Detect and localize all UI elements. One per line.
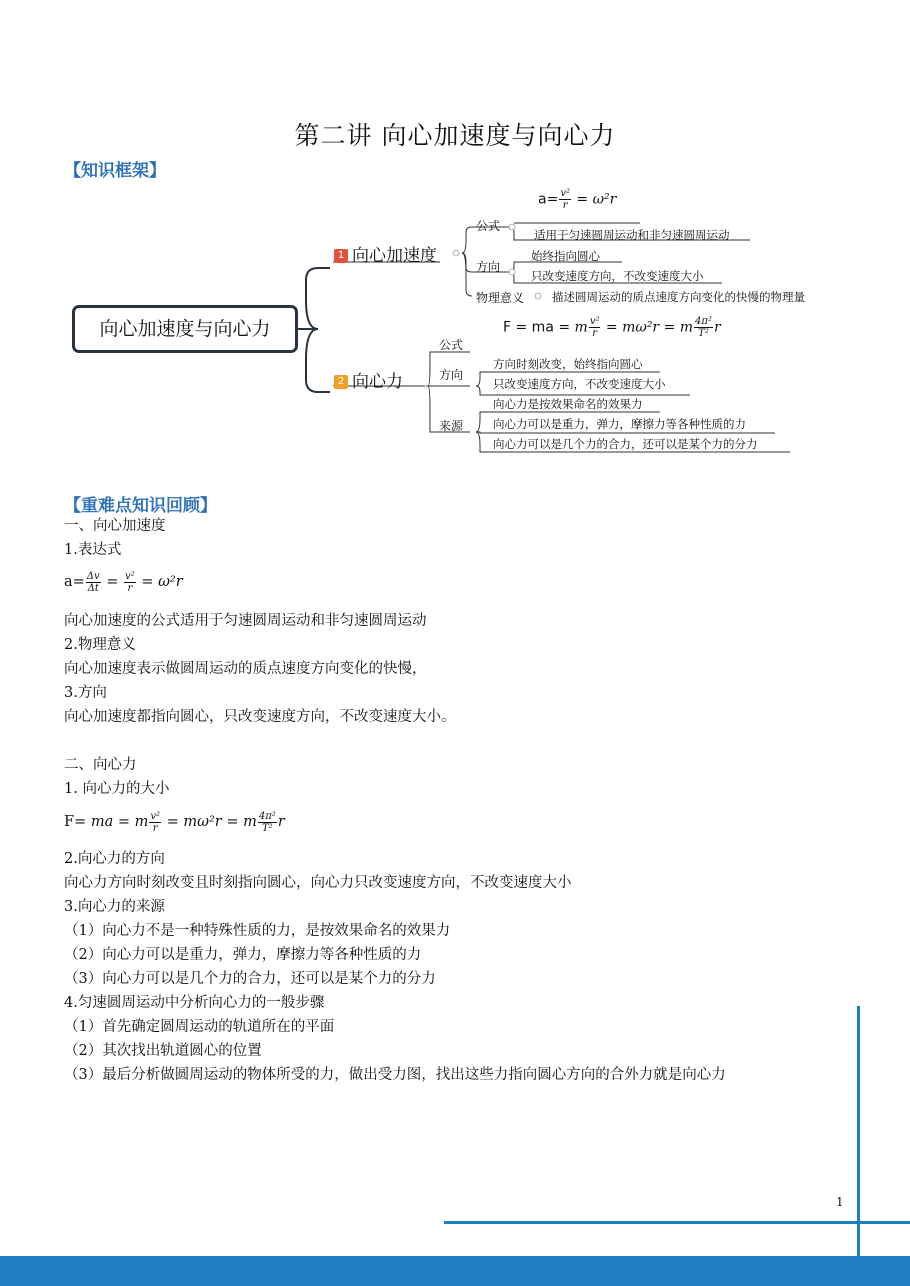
framework-heading: 【知识框架】 bbox=[64, 161, 166, 181]
page-title: 第二讲 向心加速度与向心力 bbox=[294, 121, 616, 150]
acc-formula-note: 适用于匀速圆周运动和非匀速圆周运动 bbox=[534, 228, 730, 242]
section-2-4: 4.匀速圆周运动中分析向心力的一般步骤 bbox=[64, 995, 325, 1011]
mindmap-connectors bbox=[0, 0, 910, 470]
acc-formula: a= $\frac{\text{v²}}{r}$ = ω²r bbox=[538, 188, 617, 211]
acc-meaning-text: 描述圆周运动的质点速度方向变化的快慢的物理量 bbox=[552, 290, 805, 304]
badge-2: 2 bbox=[334, 375, 348, 389]
section-2-4-item-2: （2）其次找出轨道圆心的位置 bbox=[64, 1043, 262, 1059]
section-1-3: 3.方向 bbox=[64, 685, 107, 701]
force-formula: F = ma = m $\frac{\text{v²}}{r}$ = mω²r = m $\frac{\text{4π²}}{\text{T²}}$ r bbox=[503, 316, 721, 339]
acc-formula-label: 公式 bbox=[476, 219, 501, 233]
acc-direction-item-2: 只改变速度方向，不改变速度大小 bbox=[531, 269, 704, 283]
section-2-2: 2.向心力的方向 bbox=[64, 851, 165, 867]
mindmap-root: 向心加速度与向心力 bbox=[72, 305, 298, 353]
branch-force-label: 向心力 bbox=[352, 372, 403, 392]
force-formula-label: 公式 bbox=[439, 338, 464, 352]
acceleration-formula: a= $\frac{\Delta v}{\Delta t}$ = $\frac{\text{v²}}{r}$ = ω²r bbox=[64, 570, 183, 594]
force-source-item-1: 向心力是按效果命名的效果力 bbox=[493, 397, 643, 411]
force-magnitude-formula: F= ma = m $\frac{\text{v²}}{r}$ = mω²r = m $\frac{\text{4π²}}{\text{T²}}$ r bbox=[64, 810, 285, 834]
section-1-1: 1.表达式 bbox=[64, 542, 122, 558]
section-2-3-item-2: （2）向心力可以是重力，弹力，摩擦力等各种性质的力 bbox=[64, 947, 422, 963]
section-1-3-text: 向心加速度都指向圆心，只改变速度方向，不改变速度大小。 bbox=[64, 709, 456, 725]
review-heading: 【重难点知识回顾】 bbox=[64, 496, 217, 516]
footer-vertical-line bbox=[857, 1006, 860, 1256]
section-2-2-text: 向心力方向时刻改变且时刻指向圆心，向心力只改变速度方向，不改变速度大小 bbox=[64, 875, 572, 891]
force-direction-label: 方向 bbox=[439, 368, 464, 382]
section-2-4-item-3: （3）最后分析做圆周运动的物体所受的力，做出受力图，找出这些力指向圆心方向的合外力就是向心力 bbox=[64, 1067, 726, 1083]
section-1-2-text: 向心加速度表示做圆周运动的质点速度方向变化的快慢， bbox=[64, 661, 427, 677]
acc-direction-label: 方向 bbox=[476, 260, 501, 274]
force-direction-item-2: 只改变速度方向，不改变速度大小 bbox=[493, 377, 666, 391]
section-1-heading: 一、向心加速度 bbox=[64, 518, 166, 534]
page-number: 1 bbox=[836, 1195, 844, 1209]
section-2-3-item-3: （3）向心力可以是几个力的合力，还可以是某个力的分力 bbox=[64, 971, 436, 987]
section-2-3-item-1: （1）向心力不是一种特殊性质的力，是按效果命名的效果力 bbox=[64, 923, 451, 939]
force-direction-item-1: 方向时刻改变，始终指向圆心 bbox=[493, 357, 643, 371]
footer-horizontal-line bbox=[444, 1221, 910, 1224]
mindmap-branch-force bbox=[334, 367, 403, 392]
section-2-1: 1. 向心力的大小 bbox=[64, 781, 170, 797]
branch-acceleration-label: 向心加速度 bbox=[352, 246, 437, 266]
section-1-2: 2.物理意义 bbox=[64, 637, 136, 653]
force-source-item-2: 向心力可以是重力，弹力，摩擦力等各种性质的力 bbox=[493, 417, 746, 431]
acc-meaning-label: 物理意义 bbox=[476, 291, 525, 305]
force-source-item-3: 向心力可以是几个力的合力，还可以是某个力的分力 bbox=[493, 437, 758, 451]
force-source-label: 来源 bbox=[439, 419, 464, 433]
footer-band bbox=[0, 1256, 910, 1286]
section-2-4-item-1: （1）首先确定圆周运动的轨道所在的平面 bbox=[64, 1019, 335, 1035]
section-2-heading: 二、向心力 bbox=[64, 757, 137, 773]
mindmap-branch-acceleration bbox=[334, 241, 437, 266]
section-1-1-note: 向心加速度的公式适用于匀速圆周运动和非匀速圆周运动 bbox=[64, 613, 427, 629]
badge-1: 1 bbox=[334, 249, 348, 263]
acc-direction-item-1: 始终指向圆心 bbox=[531, 249, 600, 263]
section-2-3: 3.向心力的来源 bbox=[64, 899, 165, 915]
